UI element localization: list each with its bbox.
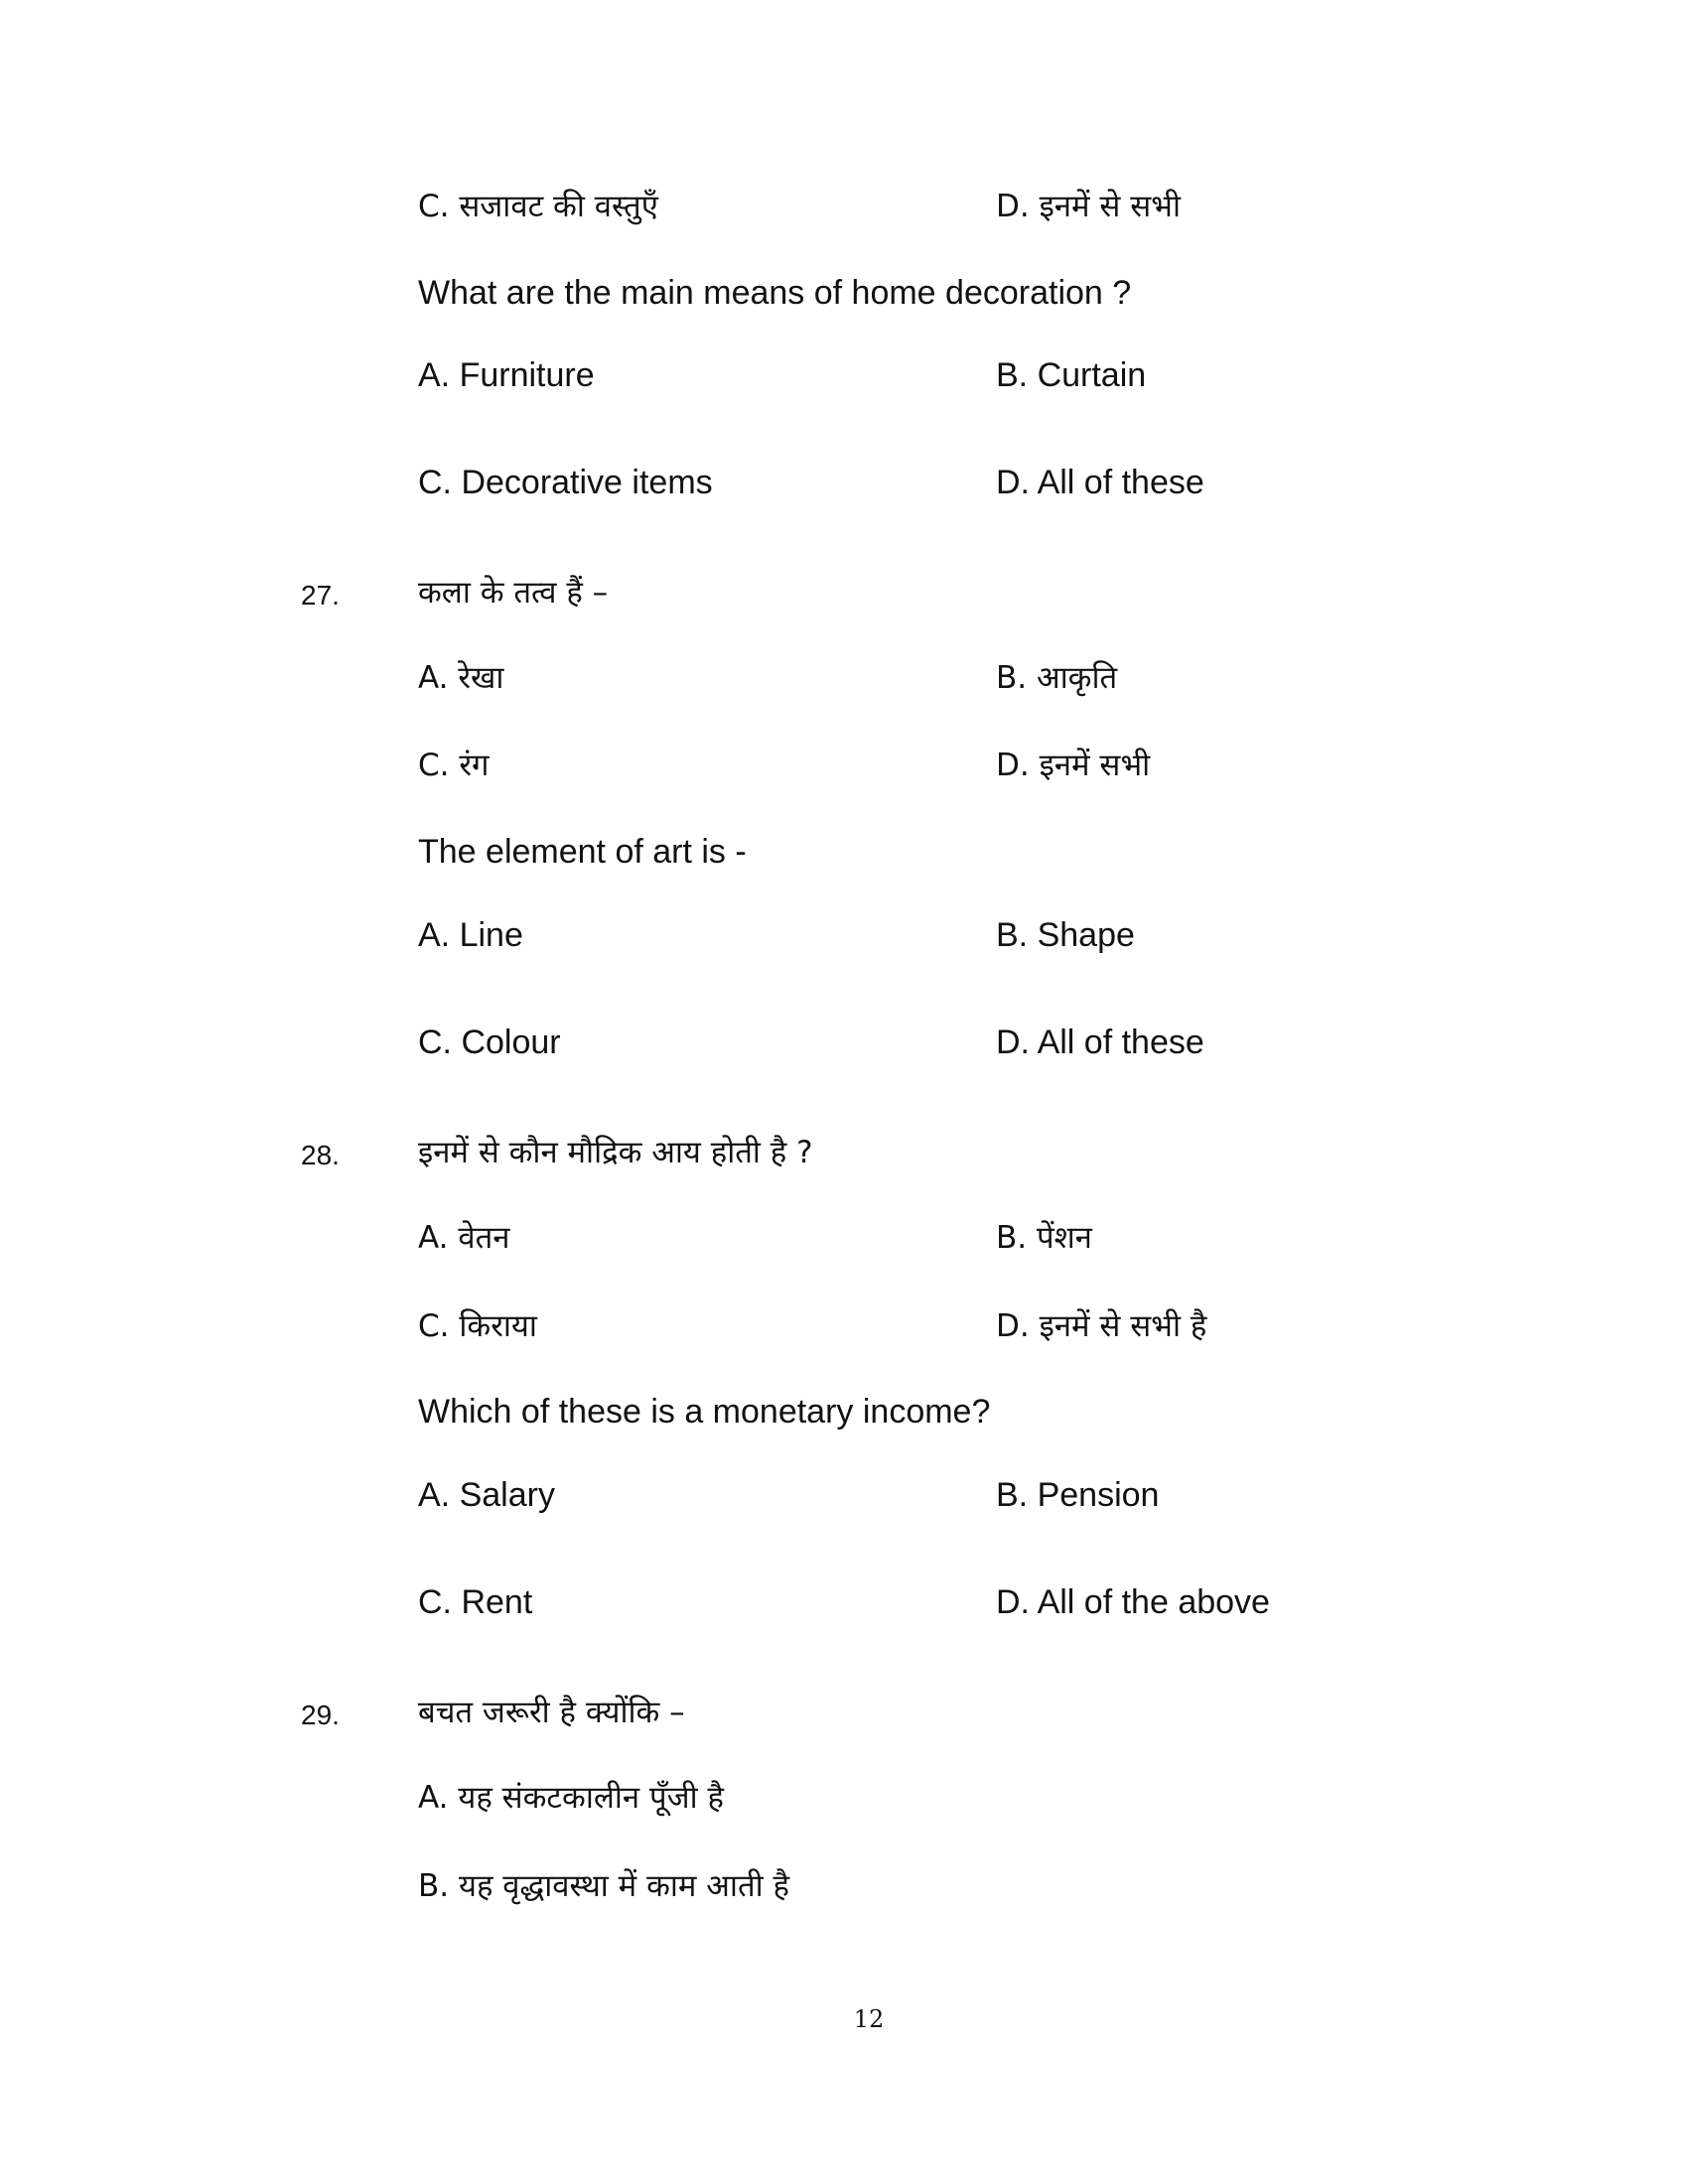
- option-b-english: B. Pension: [996, 1476, 1160, 1514]
- question-text-english: Which of these is a monetary income?: [418, 1393, 991, 1431]
- option-a-english: A. Furniture: [418, 356, 595, 394]
- option-b-hindi: B. पेंशन: [996, 1220, 1092, 1256]
- option-b-hindi: B. यह वृद्धावस्था में काम आती है: [418, 1868, 789, 1904]
- option-b-hindi: B. आकृति: [996, 660, 1118, 696]
- option-c-english: C. Rent: [418, 1583, 533, 1621]
- option-d-hindi: D. इनमें सभी: [996, 748, 1151, 783]
- option-b-english: B. Curtain: [996, 356, 1147, 394]
- option-d-english: D. All of the above: [996, 1583, 1270, 1621]
- question-text-hindi: इनमें से कौन मौद्रिक आय होती है ?: [418, 1135, 813, 1170]
- question-number: 28.: [301, 1140, 340, 1170]
- option-d-english: D. All of these: [996, 1024, 1204, 1061]
- option-a-english: A. Line: [418, 916, 523, 954]
- option-a-english: A. Salary: [418, 1476, 555, 1514]
- option-b-english: B. Shape: [996, 916, 1135, 954]
- option-a-hindi: A. यह संकटकालीन पूँजी है: [418, 1780, 724, 1816]
- option-a-hindi: A. रेखा: [418, 660, 504, 696]
- question-text-hindi: कला के तत्व हैं –: [418, 575, 609, 611]
- option-d-english: D. All of these: [996, 464, 1204, 501]
- option-c-hindi: C. रंग: [418, 748, 490, 783]
- option-a-hindi: A. वेतन: [418, 1220, 510, 1256]
- question-number: 29.: [301, 1700, 340, 1730]
- option-c-hindi: C. सजावट की वस्तुएँ: [418, 189, 658, 224]
- page-number: 12: [853, 2005, 885, 2033]
- option-c-english: C. Decorative items: [418, 464, 713, 501]
- option-d-hindi: D. इनमें से सभी: [996, 189, 1181, 224]
- option-c-hindi: C. किराया: [418, 1308, 537, 1344]
- question-text-english: The element of art is -: [418, 833, 747, 871]
- question-text-hindi: बचत जरूरी है क्योंकि –: [418, 1695, 685, 1730]
- question-text-english: What are the main means of home decoration ?: [418, 274, 1132, 312]
- question-number: 27.: [301, 580, 340, 611]
- option-d-hindi: D. इनमें से सभी है: [996, 1308, 1207, 1344]
- option-c-english: C. Colour: [418, 1024, 561, 1061]
